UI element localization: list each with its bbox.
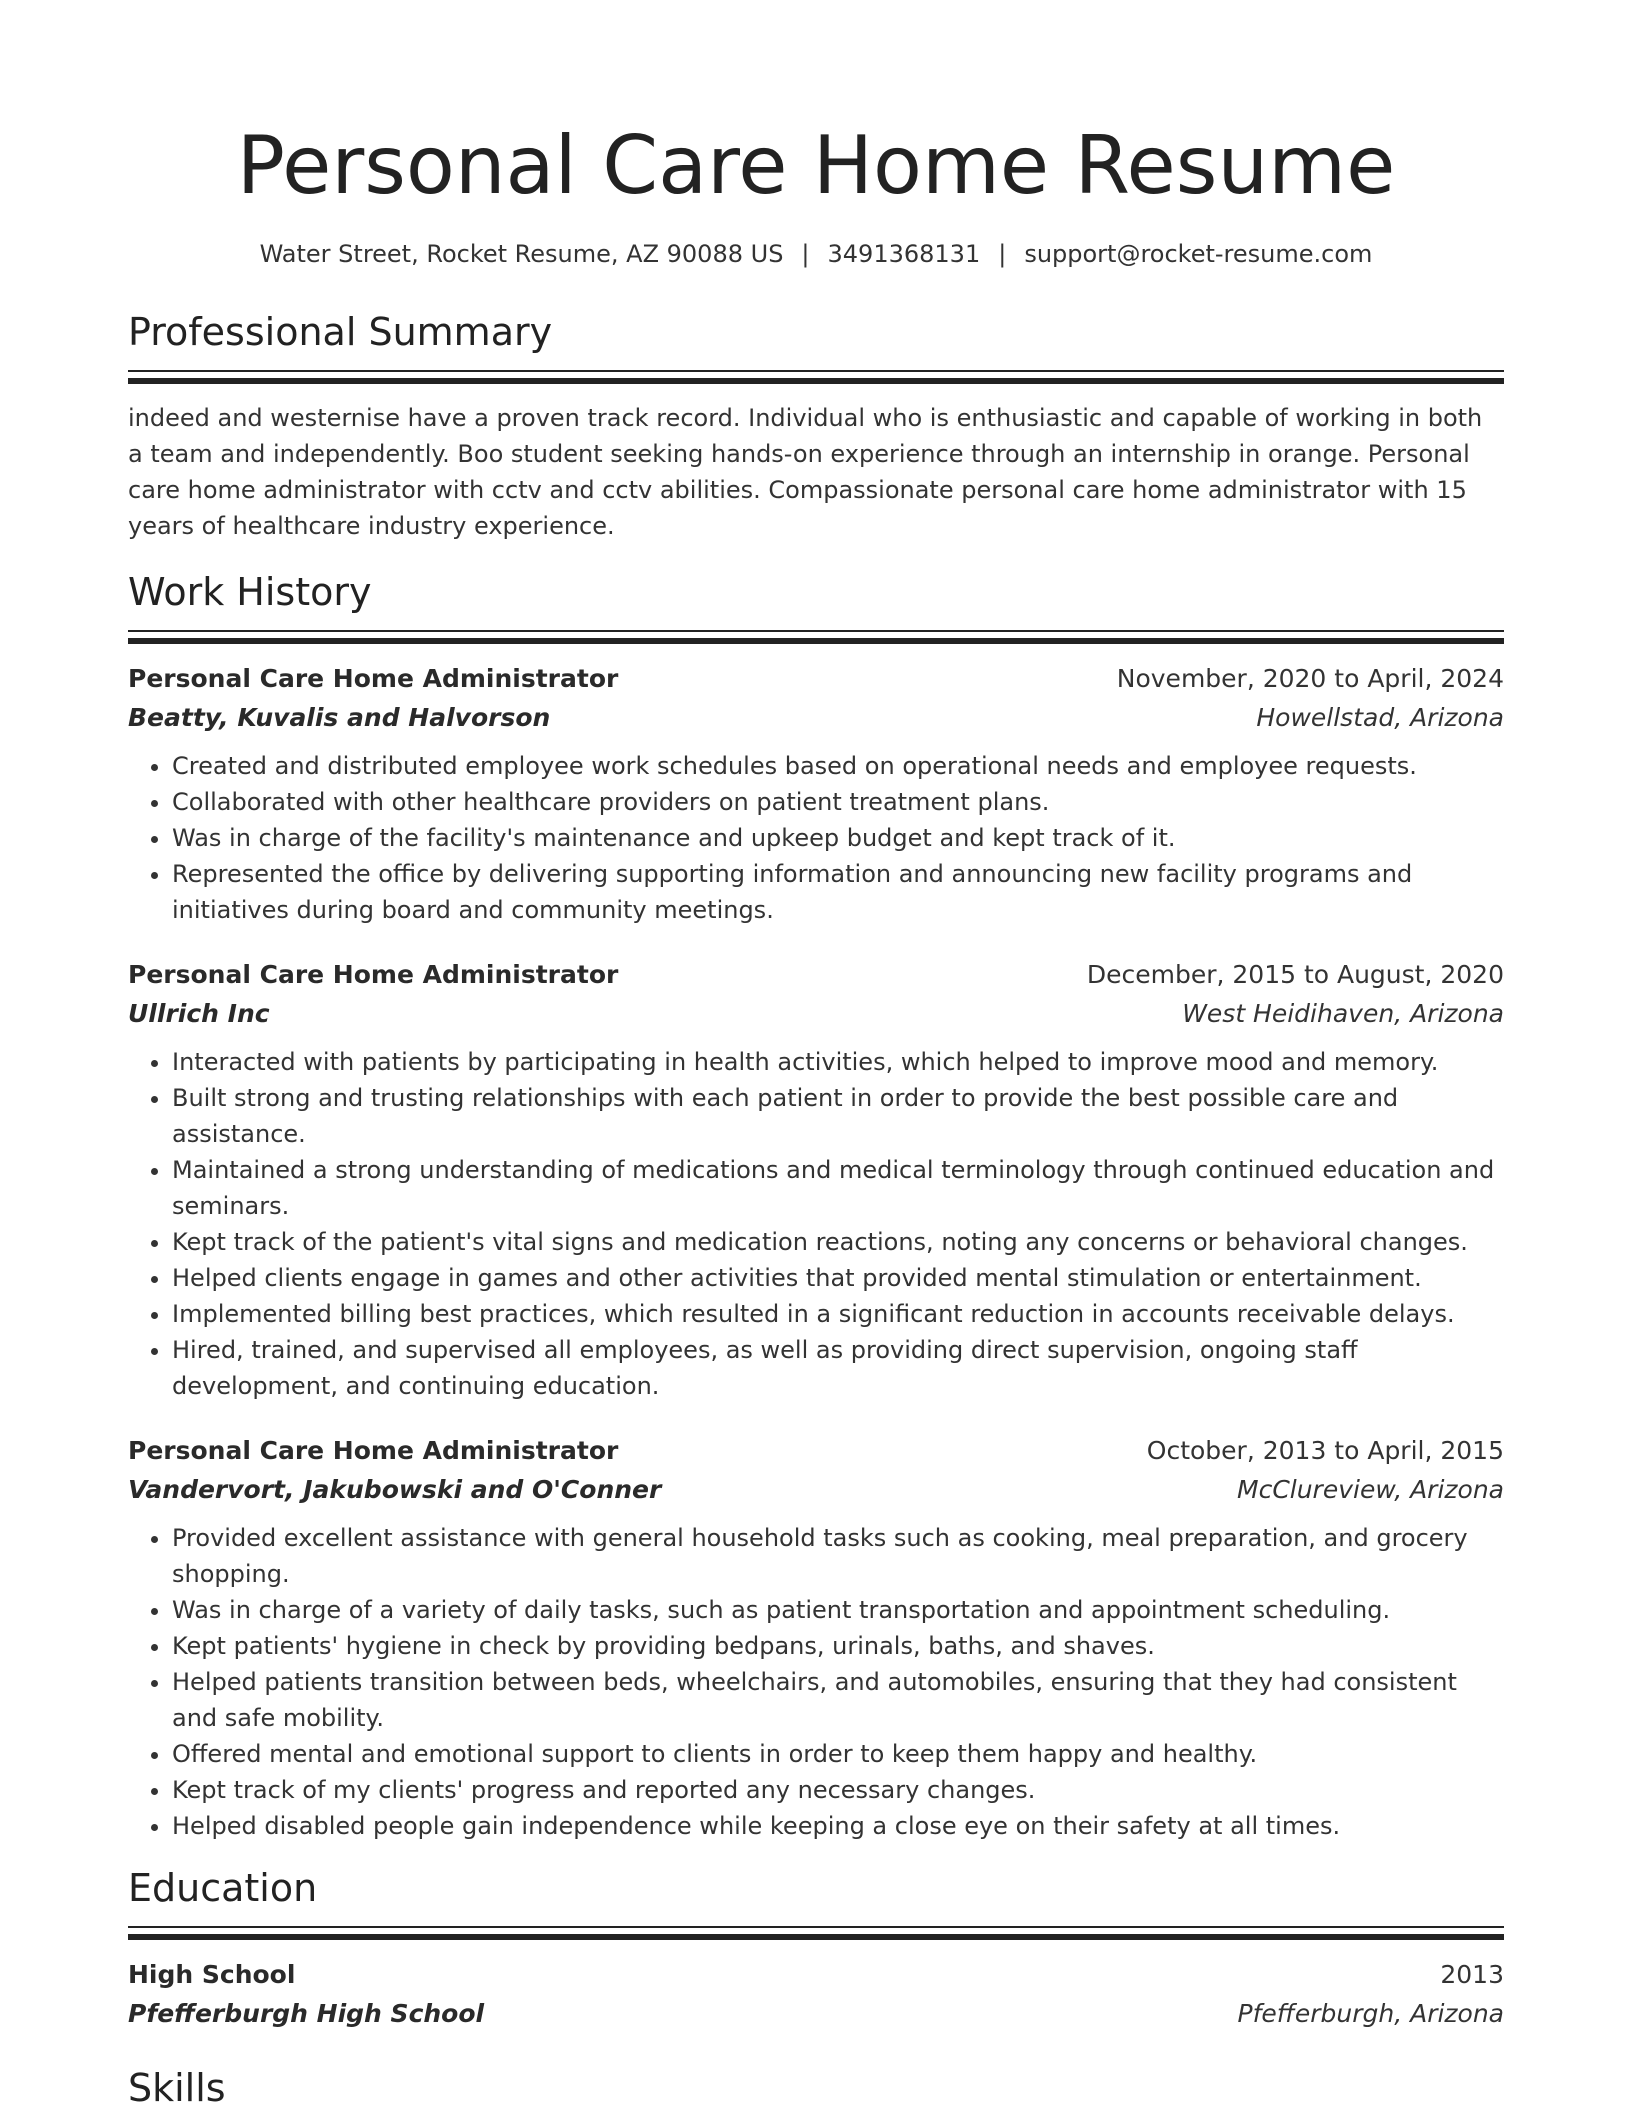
job-dates: November, 2020 to April, 2024 xyxy=(1116,664,1504,693)
contact-phone: 3491368131 xyxy=(827,240,981,268)
job-company: Ullrich Inc xyxy=(128,999,270,1028)
bullet-item: • Implemented billing best practices, which resulted in a significant reduction in accounts receivable delays. xyxy=(172,1296,1504,1332)
bullet-item: • Interacted with patients by participating in health activities, which helped to improve mood and memory. xyxy=(172,1044,1504,1080)
job-subheader xyxy=(128,994,1504,1034)
contact-separator: | xyxy=(801,240,810,268)
bullet-item: • Hired, trained, and supervised all employees, as well as providing direct supervision, ongoing staff development, and continuing education. xyxy=(172,1332,1504,1404)
education-school: Pfefferburgh High School xyxy=(128,1999,485,2028)
education-heading: Education xyxy=(128,1866,318,1910)
job-entry xyxy=(128,1432,1504,1844)
job-bullets xyxy=(128,748,1504,928)
skills-heading: Skills xyxy=(128,2066,226,2110)
education-subheader xyxy=(128,1994,1504,2034)
job-subheader xyxy=(128,698,1504,738)
skills-section xyxy=(128,2064,1504,2112)
job-dates: December, 2015 to August, 2020 xyxy=(1086,960,1504,989)
section-divider xyxy=(128,370,1504,384)
contact-address: Water Street, Rocket Resume, AZ 90088 US xyxy=(259,240,784,268)
job-company: Vandervort, Jakubowski and O'Conner xyxy=(128,1475,662,1504)
job-location: West Heidihaven, Arizona xyxy=(1182,999,1504,1028)
work-history-section xyxy=(128,568,1504,1844)
section-divider xyxy=(128,1926,1504,1940)
job-bullets xyxy=(128,1044,1504,1404)
bullet-item: • Represented the office by delivering supporting information and announcing new facility programs and initiatives during board and community meetings. xyxy=(172,856,1504,928)
bullet-item: • Maintained a strong understanding of medications and medical terminology through continued education and seminars. xyxy=(172,1152,1504,1224)
summary-heading: Professional Summary xyxy=(128,310,553,354)
contact-line xyxy=(128,238,1504,270)
contact-separator: | xyxy=(998,240,1007,268)
job-header xyxy=(128,660,1504,698)
job-title: Personal Care Home Administrator xyxy=(128,664,619,693)
education-location: Pfefferburgh, Arizona xyxy=(1237,1999,1504,2028)
job-location: McClureview, Arizona xyxy=(1237,1475,1504,1504)
job-title: Personal Care Home Administrator xyxy=(128,1436,619,1465)
job-entry xyxy=(128,660,1504,928)
summary-section xyxy=(128,308,1504,544)
bullet-item: • Offered mental and emotional support to clients in order to keep them happy and healthy. xyxy=(172,1736,1504,1772)
bullet-item: • Provided excellent assistance with general household tasks such as cooking, meal preparation, and grocery shopping. xyxy=(172,1520,1504,1592)
work-history-heading: Work History xyxy=(128,570,372,614)
job-header xyxy=(128,1432,1504,1470)
bullet-item: • Built strong and trusting relationships with each patient in order to provide the best possible care and assistance. xyxy=(172,1080,1504,1152)
bullet-item: • Was in charge of the facility's maintenance and upkeep budget and kept track of it. xyxy=(172,820,1504,856)
job-location: Howellstad, Arizona xyxy=(1256,703,1504,732)
resume-page xyxy=(128,0,1504,2112)
job-title: Personal Care Home Administrator xyxy=(128,960,619,989)
contact-email: support@rocket-resume.com xyxy=(1024,240,1373,268)
resume-title: Personal Care Home Resume xyxy=(236,119,1396,212)
bullet-item: • Created and distributed employee work schedules based on operational needs and employee requests. xyxy=(172,748,1504,784)
summary-text: indeed and westernise have a proven track record. Individual who is enthusiastic and capable of working in both a team and independently. Boo student seeking hands-on experience through an internship in orange. Personal care home administrator with cctv and cctv abilities. Compassionate personal care home administrator with 15 years of healthcare industry experience. xyxy=(128,404,1483,540)
job-header xyxy=(128,956,1504,994)
education-degree: High School xyxy=(128,1960,296,1989)
bullet-item: • Kept track of the patient's vital signs and medication reactions, noting any concerns or behavioral changes. xyxy=(172,1224,1504,1260)
job-company: Beatty, Kuvalis and Halvorson xyxy=(128,703,551,732)
bullet-item: • Was in charge of a variety of daily tasks, such as patient transportation and appointment scheduling. xyxy=(172,1592,1504,1628)
bullet-item: • Helped clients engage in games and other activities that provided mental stimulation or entertainment. xyxy=(172,1260,1504,1296)
job-subheader xyxy=(128,1470,1504,1510)
bullet-item: • Helped patients transition between beds, wheelchairs, and automobiles, ensuring that they had consistent and safe mobility. xyxy=(172,1664,1504,1736)
section-divider xyxy=(128,630,1504,644)
education-entry xyxy=(128,1956,1504,2034)
job-entry xyxy=(128,956,1504,1404)
bullet-item: • Collaborated with other healthcare providers on patient treatment plans. xyxy=(172,784,1504,820)
job-dates: October, 2013 to April, 2015 xyxy=(1146,1436,1504,1465)
education-section xyxy=(128,1864,1504,2034)
bullet-item: • Helped disabled people gain independence while keeping a close eye on their safety at all times. xyxy=(172,1808,1504,1844)
education-header xyxy=(128,1956,1504,1994)
bullet-item: • Kept patients' hygiene in check by providing bedpans, urinals, baths, and shaves. xyxy=(172,1628,1504,1664)
education-year: 2013 xyxy=(1440,1960,1504,1989)
bullet-item: • Kept track of my clients' progress and reported any necessary changes. xyxy=(172,1772,1504,1808)
job-bullets xyxy=(128,1520,1504,1844)
